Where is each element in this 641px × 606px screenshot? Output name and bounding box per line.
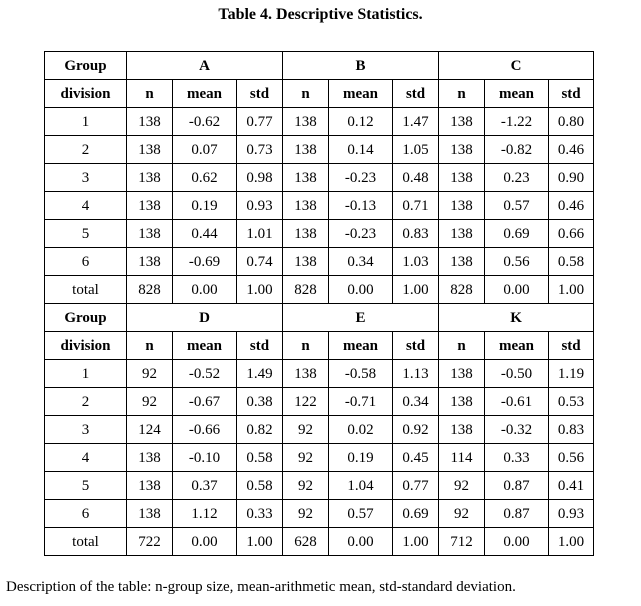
- group-name-cell: A: [127, 52, 283, 80]
- value-cell-mean: -0.58: [329, 360, 393, 388]
- value-cell-n: 138: [439, 164, 485, 192]
- value-cell-std: 0.34: [393, 388, 439, 416]
- value-cell-std: 0.82: [237, 416, 283, 444]
- value-cell-mean: 0.69: [485, 220, 549, 248]
- stat-header-std: std: [549, 332, 594, 360]
- stat-header-mean: mean: [329, 332, 393, 360]
- division-cell: 1: [45, 360, 127, 388]
- value-cell-mean: 0.87: [485, 472, 549, 500]
- stat-header-std: std: [237, 80, 283, 108]
- value-cell-n: 124: [127, 416, 173, 444]
- table-title: Table 4. Descriptive Statistics.: [218, 6, 423, 23]
- value-cell-mean: 0.56: [485, 248, 549, 276]
- division-cell: 5: [45, 472, 127, 500]
- value-cell-n: 138: [283, 164, 329, 192]
- value-cell-std: 0.58: [549, 248, 594, 276]
- value-cell-mean: -0.61: [485, 388, 549, 416]
- value-cell-std: 0.48: [393, 164, 439, 192]
- value-cell-n: 722: [127, 528, 173, 556]
- table-row: [45, 416, 594, 444]
- stat-header-mean: mean: [173, 332, 237, 360]
- value-cell-mean: -0.71: [329, 388, 393, 416]
- value-cell-mean: 0.19: [173, 192, 237, 220]
- value-cell-std: 0.46: [549, 136, 594, 164]
- stat-header-n: n: [439, 332, 485, 360]
- table-row: [45, 472, 594, 500]
- division-cell: 4: [45, 192, 127, 220]
- value-cell-mean: 0.44: [173, 220, 237, 248]
- value-cell-mean: 1.04: [329, 472, 393, 500]
- stat-header-std: std: [393, 332, 439, 360]
- value-cell-mean: 0.19: [329, 444, 393, 472]
- value-cell-std: 0.58: [237, 472, 283, 500]
- value-cell-std: 0.56: [549, 444, 594, 472]
- value-cell-n: 138: [439, 192, 485, 220]
- division-cell: 5: [45, 220, 127, 248]
- value-cell-mean: 0.00: [329, 276, 393, 304]
- value-cell-mean: 0.57: [485, 192, 549, 220]
- value-cell-std: 0.93: [237, 192, 283, 220]
- division-cell: total: [45, 276, 127, 304]
- value-cell-std: 0.69: [393, 500, 439, 528]
- value-cell-n: 138: [127, 192, 173, 220]
- table-row: [45, 248, 594, 276]
- table-row: [45, 164, 594, 192]
- value-cell-std: 1.00: [393, 276, 439, 304]
- value-cell-mean: -0.52: [173, 360, 237, 388]
- group-label-cell: Group: [45, 52, 127, 80]
- value-cell-n: 138: [127, 472, 173, 500]
- value-cell-n: 138: [127, 136, 173, 164]
- value-cell-n: 92: [127, 360, 173, 388]
- table-row: [45, 220, 594, 248]
- stat-header-n: n: [127, 332, 173, 360]
- stat-header-n: n: [127, 80, 173, 108]
- stat-header-n: n: [439, 80, 485, 108]
- value-cell-mean: -0.23: [329, 220, 393, 248]
- stat-header-mean: mean: [173, 80, 237, 108]
- value-cell-n: 138: [283, 360, 329, 388]
- value-cell-std: 0.92: [393, 416, 439, 444]
- value-cell-std: 0.71: [393, 192, 439, 220]
- value-cell-n: 138: [283, 192, 329, 220]
- value-cell-n: 114: [439, 444, 485, 472]
- group-label-cell: Group: [45, 304, 127, 332]
- division-cell: 6: [45, 500, 127, 528]
- value-cell-mean: 0.00: [173, 276, 237, 304]
- division-cell: total: [45, 528, 127, 556]
- stat-header-mean: mean: [485, 332, 549, 360]
- value-cell-std: 1.00: [549, 276, 594, 304]
- value-cell-std: 0.98: [237, 164, 283, 192]
- stat-header-std: std: [237, 332, 283, 360]
- value-cell-n: 138: [439, 108, 485, 136]
- table-body: [45, 52, 594, 556]
- value-cell-mean: 0.00: [485, 276, 549, 304]
- value-cell-mean: -1.22: [485, 108, 549, 136]
- value-cell-n: 138: [439, 388, 485, 416]
- value-cell-n: 92: [283, 416, 329, 444]
- value-cell-std: 1.13: [393, 360, 439, 388]
- value-cell-mean: 0.00: [173, 528, 237, 556]
- value-cell-n: 138: [127, 500, 173, 528]
- group-header-row: [45, 304, 594, 332]
- value-cell-n: 138: [127, 164, 173, 192]
- value-cell-mean: 0.34: [329, 248, 393, 276]
- value-cell-mean: -0.13: [329, 192, 393, 220]
- value-cell-mean: 0.00: [329, 528, 393, 556]
- value-cell-n: 92: [439, 500, 485, 528]
- value-cell-n: 138: [127, 108, 173, 136]
- value-cell-std: 1.00: [237, 276, 283, 304]
- value-cell-std: 0.58: [237, 444, 283, 472]
- value-cell-n: 138: [283, 108, 329, 136]
- stat-header-std: std: [393, 80, 439, 108]
- value-cell-std: 1.00: [237, 528, 283, 556]
- table-row: [45, 108, 594, 136]
- value-cell-n: 138: [127, 248, 173, 276]
- value-cell-n: 138: [283, 220, 329, 248]
- value-cell-mean: 0.00: [485, 528, 549, 556]
- division-label-cell: division: [45, 80, 127, 108]
- group-name-cell: B: [283, 52, 439, 80]
- value-cell-std: 1.00: [393, 528, 439, 556]
- value-cell-std: 0.77: [237, 108, 283, 136]
- table-row: [45, 136, 594, 164]
- value-cell-std: 0.93: [549, 500, 594, 528]
- value-cell-n: 92: [283, 500, 329, 528]
- value-cell-std: 1.00: [549, 528, 594, 556]
- value-cell-n: 138: [127, 444, 173, 472]
- stat-header-n: n: [283, 332, 329, 360]
- division-label-cell: division: [45, 332, 127, 360]
- descriptive-statistics-table: [44, 51, 594, 556]
- value-cell-mean: 0.12: [329, 108, 393, 136]
- group-name-cell: D: [127, 304, 283, 332]
- value-cell-std: 0.73: [237, 136, 283, 164]
- value-cell-n: 828: [127, 276, 173, 304]
- value-cell-std: 1.01: [237, 220, 283, 248]
- value-cell-std: 1.49: [237, 360, 283, 388]
- value-cell-std: 0.38: [237, 388, 283, 416]
- value-cell-n: 92: [283, 444, 329, 472]
- value-cell-mean: 0.33: [485, 444, 549, 472]
- value-cell-std: 0.46: [549, 192, 594, 220]
- value-cell-std: 0.33: [237, 500, 283, 528]
- table-caption: Description of the table: n-group size, mean-arithmetic mean, std-standard deviation.: [6, 579, 516, 595]
- group-name-cell: E: [283, 304, 439, 332]
- value-cell-std: 1.03: [393, 248, 439, 276]
- value-cell-mean: 0.02: [329, 416, 393, 444]
- stat-header-row: [45, 332, 594, 360]
- division-cell: 1: [45, 108, 127, 136]
- value-cell-mean: 0.62: [173, 164, 237, 192]
- value-cell-std: 0.77: [393, 472, 439, 500]
- value-cell-n: 138: [439, 136, 485, 164]
- value-cell-n: 92: [127, 388, 173, 416]
- value-cell-n: 92: [283, 472, 329, 500]
- division-cell: 2: [45, 388, 127, 416]
- value-cell-mean: 1.12: [173, 500, 237, 528]
- value-cell-mean: 0.07: [173, 136, 237, 164]
- table-row: [45, 500, 594, 528]
- group-header-row: [45, 52, 594, 80]
- table-row: [45, 276, 594, 304]
- value-cell-mean: -0.10: [173, 444, 237, 472]
- division-cell: 4: [45, 444, 127, 472]
- value-cell-mean: -0.69: [173, 248, 237, 276]
- value-cell-std: 0.83: [549, 416, 594, 444]
- value-cell-n: 138: [127, 220, 173, 248]
- value-cell-n: 828: [439, 276, 485, 304]
- value-cell-mean: 0.37: [173, 472, 237, 500]
- stat-header-mean: mean: [485, 80, 549, 108]
- value-cell-std: 1.19: [549, 360, 594, 388]
- value-cell-std: 0.41: [549, 472, 594, 500]
- division-cell: 3: [45, 164, 127, 192]
- value-cell-std: 1.47: [393, 108, 439, 136]
- value-cell-n: 92: [439, 472, 485, 500]
- value-cell-std: 0.80: [549, 108, 594, 136]
- value-cell-mean: 0.14: [329, 136, 393, 164]
- value-cell-mean: -0.50: [485, 360, 549, 388]
- group-name-cell: C: [439, 52, 594, 80]
- value-cell-mean: 0.57: [329, 500, 393, 528]
- value-cell-mean: -0.62: [173, 108, 237, 136]
- value-cell-n: 712: [439, 528, 485, 556]
- value-cell-n: 138: [283, 248, 329, 276]
- value-cell-n: 138: [439, 416, 485, 444]
- table-row: [45, 192, 594, 220]
- value-cell-mean: -0.66: [173, 416, 237, 444]
- value-cell-n: 122: [283, 388, 329, 416]
- stat-header-std: std: [549, 80, 594, 108]
- value-cell-mean: -0.23: [329, 164, 393, 192]
- value-cell-n: 138: [283, 136, 329, 164]
- value-cell-std: 0.53: [549, 388, 594, 416]
- value-cell-mean: 0.23: [485, 164, 549, 192]
- value-cell-std: 0.90: [549, 164, 594, 192]
- value-cell-n: 138: [439, 220, 485, 248]
- value-cell-mean: 0.87: [485, 500, 549, 528]
- table-row: [45, 444, 594, 472]
- value-cell-mean: -0.82: [485, 136, 549, 164]
- stat-header-mean: mean: [329, 80, 393, 108]
- table-row: [45, 388, 594, 416]
- value-cell-std: 0.83: [393, 220, 439, 248]
- value-cell-mean: -0.32: [485, 416, 549, 444]
- value-cell-n: 628: [283, 528, 329, 556]
- division-cell: 3: [45, 416, 127, 444]
- table-row: [45, 528, 594, 556]
- value-cell-std: 0.66: [549, 220, 594, 248]
- value-cell-mean: -0.67: [173, 388, 237, 416]
- value-cell-std: 0.45: [393, 444, 439, 472]
- stat-header-row: [45, 80, 594, 108]
- division-cell: 2: [45, 136, 127, 164]
- stat-header-n: n: [283, 80, 329, 108]
- value-cell-n: 828: [283, 276, 329, 304]
- value-cell-n: 138: [439, 360, 485, 388]
- value-cell-n: 138: [439, 248, 485, 276]
- value-cell-std: 0.74: [237, 248, 283, 276]
- value-cell-std: 1.05: [393, 136, 439, 164]
- group-name-cell: K: [439, 304, 594, 332]
- table-row: [45, 360, 594, 388]
- division-cell: 6: [45, 248, 127, 276]
